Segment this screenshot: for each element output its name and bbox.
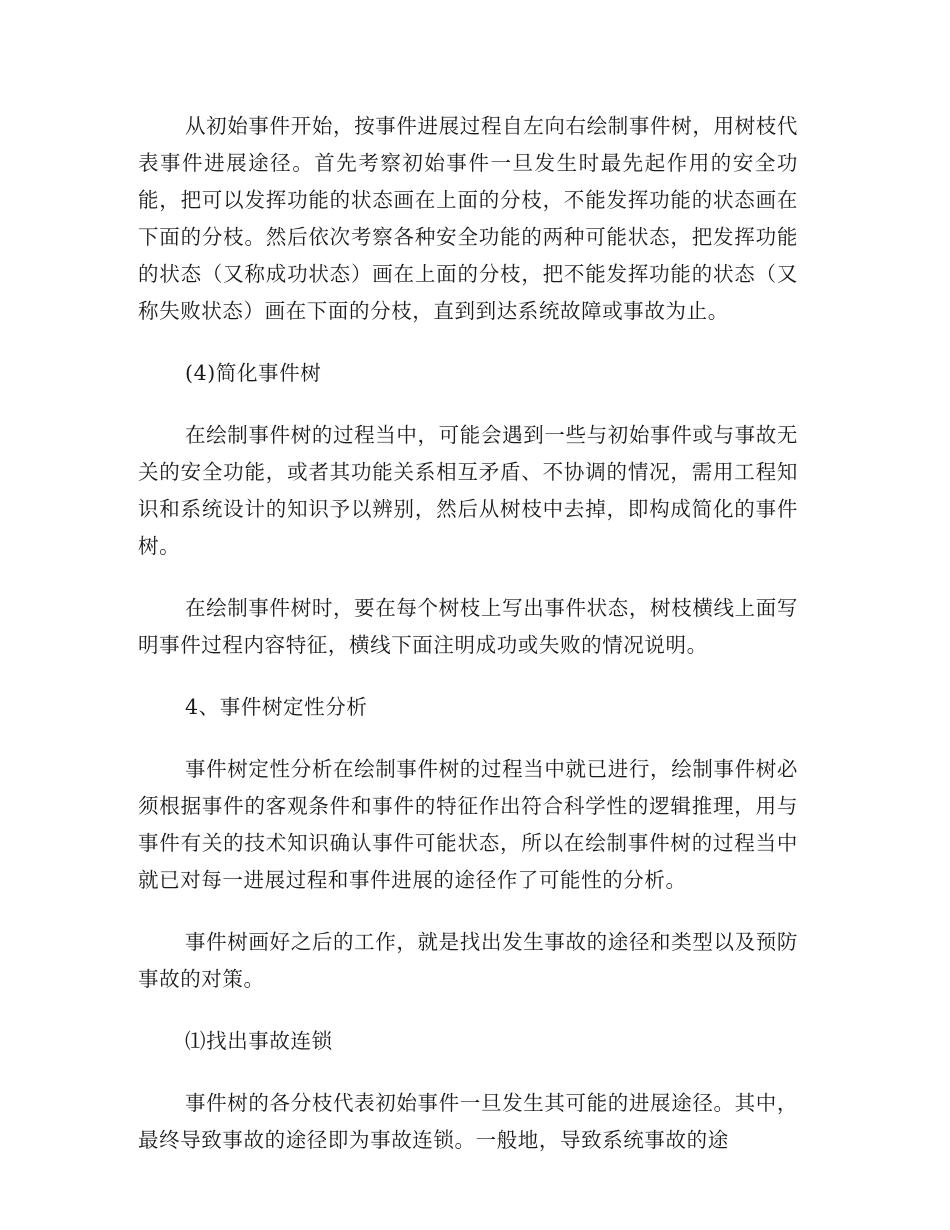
paragraph-event-tree-drawing: 从初始事件开始，按事件进展过程自左向右绘制事件树，用树枝代表事件进展途径。首先考察初始事件一旦发生时最先起作用的安全功能，把可以发挥功能的状态画在上面的分枝，不能发挥功能的状态画在下面的分枝。然后依次考察各种安全功能的两种可能状态，把发挥功能的状态（又称成功状态）画在上面的分枝，把不能发挥功能的状态（又称失败状态）画在下面的分枝，直到到达系统故障或事故为止。 <box>138 114 798 323</box>
paragraph-after-drawing: 事件树画好之后的工作，就是找出发生事故的途径和类型以及预防事故的对策。 <box>138 930 798 991</box>
paragraph-simplify-description: 在绘制事件树的过程当中，可能会遇到一些与初始事件或与事故无关的安全功能，或者其功能关系相互矛盾、不协调的情况，需用工程知识和系统设计的知识予以辨别，然后从树枝中去掉，即构成简化的事件树。 <box>138 423 798 558</box>
heading-find-accident-chain: ⑴找出事故连锁 <box>185 1029 333 1053</box>
heading-simplify-event-tree: (4)简化事件树 <box>185 361 322 385</box>
paragraph-branch-labeling: 在绘制事件树时，要在每个树枝上写出事件状态，树枝横线上面写明事件过程内容特征，横线下面注明成功或失败的情况说明。 <box>138 596 798 657</box>
document-body <box>138 108 798 1184</box>
paragraph-qualitative-description: 事件树定性分析在绘制事件树的过程当中就已进行，绘制事件树必须根据事件的客观条件和事件的特征作出符合科学性的逻辑推理，用与事件有关的技术知识确认事件可能状态，所以在绘制事件树的过程当中就已对每一进展过程和事件进展的途径作了可能性的分析。 <box>138 757 798 892</box>
heading-qualitative-analysis: 4、事件树定性分析 <box>185 695 368 719</box>
paragraph-accident-chain: 事件树的各分枝代表初始事件一旦发生其可能的进展途径。其中，最终导致事故的途径即为事故连锁。一般地，导致系统事故的途 <box>138 1091 798 1152</box>
